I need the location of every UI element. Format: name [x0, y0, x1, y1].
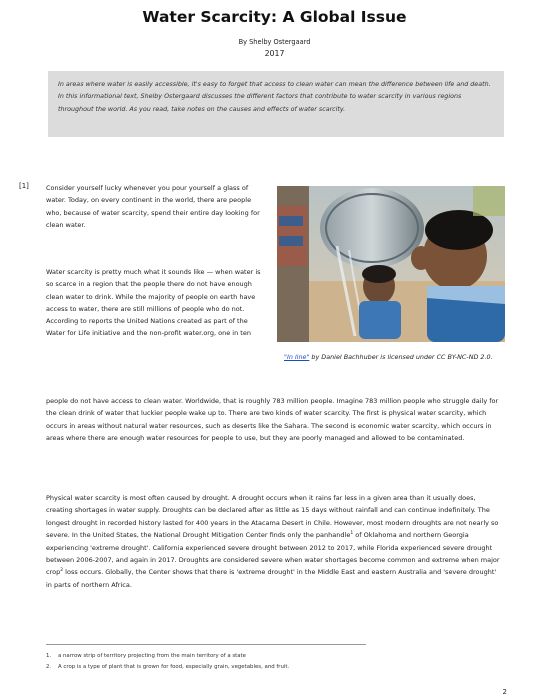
- paragraph-3-part-2: of Oklahoma and northern Georgia experiencing 'extreme drought'. California experienced severe drought between 2012 to 2017, while Florida experienced severe drought between 2006-2007, and again in 2017. Droughts are considered severe when water shortages become common and extreme when major crop: [46, 531, 500, 577]
- paragraph-2-column: [46, 266, 265, 340]
- footnote-2-text: A crop is a type of plant that is grown for food, especially grain, vegetables, and fruit.: [58, 664, 290, 670]
- caption-credit: by Daniel Bachhuber is licensed under CC BY-NC-ND 2.0.: [309, 353, 493, 361]
- photo: [277, 186, 505, 342]
- footnote-2: [46, 662, 289, 673]
- paragraph-1-text: Consider yourself lucky whenever you pour yourself a glass of water. Today, on every continent in the world, there are people who, because of water scarcity, spend their entire day looking for clean water.: [46, 184, 260, 229]
- page-number: 2: [502, 688, 507, 696]
- paragraph-number: [1]: [19, 182, 29, 190]
- paragraph-3-part-1: Physical water scarcity is most often caused by drought. A drought occurs when it rains far less in a given area than it usually does, creating shortages in water supply. Droughts can be declared after as little as 15 days without rainfall and can continue indefinitely. The longest drought in recorded history lasted for 400 years in the Atacama Desert in Chile. However, most modern droughts are not nearly so severe. In the United States, the National Drought Mitigation Center finds only the panhandle: [46, 494, 499, 540]
- author: By Shelby Ostergaard: [238, 38, 311, 46]
- footnote-1-number: 1.: [46, 653, 52, 659]
- paragraph-3-text: [46, 492, 502, 591]
- paragraph-2-continued: [46, 395, 502, 445]
- footnote-2-number: 2.: [46, 664, 52, 670]
- footnote-ref-1: 1: [350, 531, 354, 537]
- footnote-1-text: a narrow strip of territory projecting from the main territory of a state: [58, 653, 246, 659]
- paragraph-3-part-3: loss occurs. Globally, the Center shows that there is 'extreme drought' in the Middle East and eastern Australia and 'severe drought' in parts of northern Africa.: [46, 568, 497, 589]
- paragraph-3: [46, 492, 502, 591]
- photo-caption: [284, 352, 508, 363]
- paragraph-2-text-start: Water scarcity is pretty much what it sounds like — when water is so scarce in a region that the people there do not have enough clean water to drink. While the majority of people on earth have access to water, there are still millions of people who do not. According to reports the United Nations created as part of the Water for Life initiative and the non-profit water.org, one in ten: [46, 268, 261, 338]
- footnote-ref-2: 2: [60, 568, 64, 574]
- byline: [0, 37, 549, 59]
- footnotes: [46, 651, 289, 673]
- document-title: Water Scarcity: A Global Issue: [142, 8, 407, 26]
- footnote-divider: [46, 644, 366, 645]
- intro-box: In areas where water is easily accessible, it's easy to forget that access to clean water can mean the difference between life and death. In this informational text, Shelby Ostergaard discusses the different factors that contribute to water scarcity in various regions throughout the world. As you read, take notes on the causes and effects of water scarcity.: [48, 71, 504, 137]
- year: 2017: [264, 49, 285, 58]
- paragraph-1: [46, 182, 265, 231]
- paragraph-2-text-end: people do not have access to clean water. Worldwide, that is roughly 783 million people. Imagine 783 million people who struggle daily for the clean drink of water that luckier people wake up to. There are two kinds of water scarcity. The first is physical water scarcity, which occurs in areas without natural water resources, such as deserts like the Sahara. The second is economic water scarcity, which occurs in areas where there are enough water resources for people to use, but they are poorly managed and allowed to be contaminated.: [46, 397, 499, 443]
- photo-children-drinking-icon: [277, 186, 505, 342]
- footnote-1: [46, 651, 289, 662]
- caption-link[interactable]: "In line": [284, 353, 310, 361]
